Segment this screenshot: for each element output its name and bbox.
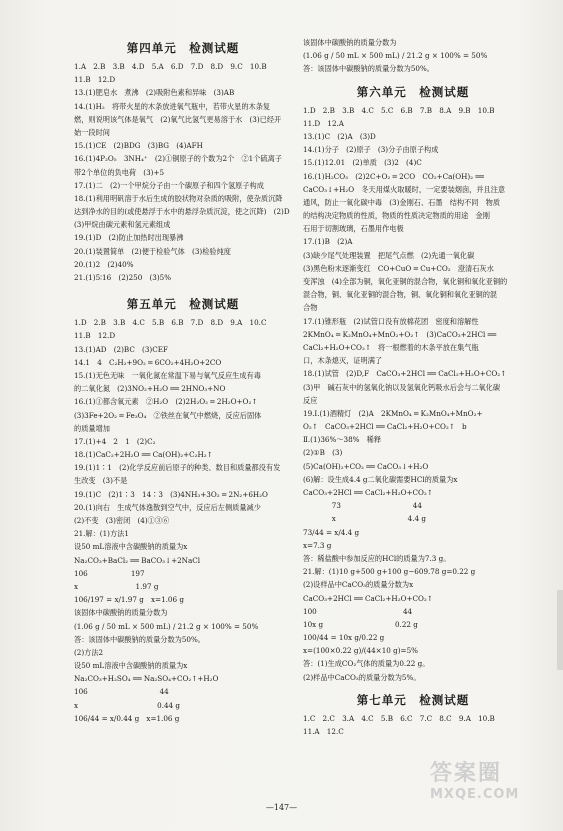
answer-line: 2KMnO₄ ═ K₂MnO₄+MnO₂+O₂↑ (3)CaCO₃+2HCl ══ (303, 329, 497, 339)
answer-line: 11.B 12.D (74, 75, 116, 85)
answer-line: 17.(1)B (2)A (303, 237, 353, 247)
answer-line: 16.(1)①都含氧元素 ②H₂O (2)2H₂O₂ ═ 2H₂O+O₂↑ (74, 397, 258, 407)
answer-line: 带2个单位的负电荷 (3)+5 (74, 167, 165, 177)
answer-line: 13.(1)肥皂水 煮沸 (2)吸附色素和异味 (3)AB (74, 88, 235, 98)
page-number: —147— (265, 803, 298, 812)
answer-line: 73/44 = x/4.4 g (303, 527, 360, 537)
answer-line: 1.A 2.B 3.B 4.D 5.A 6.D 7.D 8.D 9.C 10.B (74, 62, 267, 71)
answer-line: 14.(1)H₂ 将带火星的木条放进氧气瓶中，若带火星的木条复 (74, 101, 271, 111)
answer-line: 始一段时间 (74, 127, 110, 137)
answer-line: (2)设样品中CaCO₃的质量分数为x (303, 580, 414, 590)
unit7-heading: 第七单元 检测试题 (356, 692, 470, 707)
answer-line: 答：该固体中碳酸钠的质量分数为50%。 (303, 64, 434, 74)
answer-line: 的结构决定物质的性质，物质的性质决定物质的用途 金刚 (303, 211, 490, 221)
watermark-line1: 答案圈 (430, 761, 503, 786)
unit7-answers (303, 712, 523, 738)
answer-line: x 0.44 g (74, 700, 181, 710)
answer-line: x 4.4 g (303, 514, 426, 524)
answer-line: CaCO₃+2HCl ══ CaCl₂+H₂O+CO₂↑ (303, 488, 433, 497)
answer-line: 16.(1)4P₂O₅ 3NH₄⁺ (2)①铜原子的个数为2个 ②1个硫离子 (74, 154, 282, 164)
answer-line: 达到净水的目的(或使悬浮于水中的悬浮杂质沉淀，使之沉降) (2)D (74, 207, 290, 217)
answer-line: 13.(1)AD (2)BC (3)CEF (74, 344, 168, 354)
answer-line: 100/44 = 10x g/0.22 g (303, 633, 385, 643)
answer-line: 15.(1)CE (2)BDG (3)BG (4)AFH (74, 141, 203, 151)
page-edge-shadow (557, 590, 563, 670)
answer-line: 106 197 (74, 568, 145, 578)
watermark-logo (430, 756, 550, 814)
answer-line: 19.(1)C (2)1∶3 14∶3 (3)4NH₃+3O₂ ═ 2N₂+6H₂O (74, 489, 268, 499)
answer-line: 21.解：(1)方法1 (74, 529, 129, 539)
answer-line: CaCl₂+H₂O+CO₂↑ 将一根燃着的木条平放在集气瓶 (303, 342, 479, 352)
answer-line: 19.(1)1∶1 (2)化学反应前后原子的种类、数目和质量都没有发 (74, 463, 281, 473)
answer-line: Ⅱ.(1)36%～38% 稀释 (303, 435, 382, 445)
answer-line: x=7.3 g (303, 540, 332, 550)
answer-line: 19.(1)D (2)防止加热时出现暴沸 (74, 233, 184, 243)
answer-line: 13.(1)C (2)A (3)D (303, 131, 376, 141)
answer-line: 20.(1)装置简单 (2)便于检验气体 (3)检验纯度 (74, 246, 231, 256)
answer-line: 10x g 0.22 g (303, 619, 418, 629)
answer-line: 设50 mL溶液中含碳酸钠的质量为x (74, 542, 188, 552)
answer-line: 19.Ⅰ.(1)酒精灯 (2)A 2KMnO₄ ═ K₂MnO₄+MnO₂+ (303, 408, 483, 418)
answer-line: 14.(1)分子 (2)原子 (3)分子由原子构成 (303, 145, 439, 155)
answer-line: 的质量增加 (74, 423, 110, 433)
answer-line: 106/197 = x/1.97 g x=1.06 g (74, 595, 184, 605)
answer-line: (3)甲 碱石灰中的氢氧化钠以及氢氧化钙吸水后会与二氧化碳 (303, 382, 501, 392)
answer-line: (2)方法2 (74, 647, 104, 657)
answer-line: x 1.97 g (74, 581, 159, 591)
answer-line: 变浑浊 (4)全部为铜，氧化亚铜的混合物，氧化铜和氧化亚铜的 (303, 277, 508, 286)
answer-line: 21.解：(1)10 g+500 g+100 g−609.78 g=0.22 g (303, 567, 476, 577)
answer-line: 106 44 (74, 687, 169, 697)
answer-line: 15.(1)12.01 (2)单质 (3)2 (4)C (303, 158, 422, 168)
answer-line: 通风，防止一氧化碳中毒 (3)金刚石、石墨 结构不同 物质 (303, 197, 501, 207)
answer-line: CaCO₃+2HCl ══ CaCl₂+H₂O+CO₂↑ (303, 593, 433, 603)
answer-line: (1.06 g / 50 mL × 500 mL) / 21.2 g × 100% = 50% (74, 621, 259, 631)
answer-line: 106/44 = x/0.44 g x=1.06 g (74, 713, 180, 723)
answer-line: x=(100×0.22 g)/(44×10 g)=5% (303, 646, 418, 656)
answer-line: 生改变 (3)不是 (74, 476, 128, 486)
answer-line: 设50 mL溶液中含碳酸钠的质量为x (74, 661, 188, 671)
answer-line: 11.B 12.D (74, 331, 116, 341)
answer-line: 1.D 2.B 3.B 4.C 5.C 6.B 7.B 8.A 9.B 10.B (303, 105, 495, 115)
answer-line: Na₂CO₃+H₂SO₄ ══ Na₂SO₄+CO₂↑+H₂O (74, 674, 219, 684)
answer-line: (3)黑色粉末逐渐变红 CO+CuO ═ Cu+CO₂ 澄清石灰水 (303, 263, 494, 273)
answer-line: 21.(1)5∶16 (2)250 (3)5% (74, 273, 172, 282)
answer-line: 混合物，铜、氧化亚铜的混合物，铜、氧化铜和氧化亚铜的混 (303, 290, 498, 300)
answer-line: 答：稀盐酸中参加反应的HCl的质量为7.3 g。 (303, 553, 451, 563)
answer-line: 该固体中碳酸钠的质量分数为 (303, 38, 397, 47)
answer-line: (5)Ca(OH)₂+CO₂ ══ CaCO₃↓+H₂O (303, 461, 429, 471)
answer-line: CaCO₃↓+H₂O 冬天用煤火取暖时，一定要装烟囱，并且注意 (303, 184, 506, 194)
answer-line: (1.06 g / 50 mL × 500 mL) / 21.2 g × 100% = 50% (303, 51, 488, 61)
unit5-answers (74, 316, 292, 725)
right-column (303, 36, 523, 738)
answer-line: (3)缺少尾气处理装置 把尾气点燃 (2)先通一氧化碳 (303, 250, 475, 260)
answer-line: 11.D 12.A (303, 118, 345, 128)
answer-line: Na₂CO₃+BaCl₂ ══ BaCO₃↓+2NaCl (74, 555, 201, 565)
answer-line: 的二氧化氮 (2)3NO₂+H₂O ══ 2HNO₃+NO (74, 384, 226, 394)
answer-line: 该固体中碳酸钠的质量分数为 (74, 608, 168, 618)
answer-line: 17.(1)锥形瓶 (2)试管口没有放棉花团 密度和溶解性 (303, 316, 479, 326)
unit4-answers (74, 60, 292, 284)
unit4-heading: 第四单元 检测试题 (126, 41, 240, 55)
answer-line: 合物 (303, 303, 318, 313)
answer-line: 17.(1)二 (2)一个甲烷分子由一个碳原子和四个氢原子构成 (74, 180, 264, 190)
answer-line: (6)解：设生成4.4 g二氧化碳需要HCl的质量为x (303, 474, 458, 484)
answer-line: (2)不变 (3)密闭 (4)①③⑥ (74, 516, 170, 525)
answer-line: 20.(1)2 (2)40% (74, 259, 134, 269)
answer-line: 73 44 (303, 501, 422, 511)
answer-line: 18.(1)利用明矾溶于水后生成的胶状物对杂质的吸附，使杂质沉降 (74, 193, 283, 203)
answer-line: 答：(1)生成CO₂气体的质量为0.22 g。 (303, 659, 430, 669)
answer-line: O₂↑ CaCO₃+2HCl ══ CaCl₂+H₂O+CO₂↑ b (303, 422, 467, 432)
answer-line: 11.A 12.C (303, 727, 344, 736)
unit5-heading: 第五单元 检测试题 (126, 297, 240, 312)
answer-line: 16.(1)H₂CO₃ (2)2C+O₂ ═ 2CO CO₂+Ca(OH)₂ ══ (303, 171, 484, 181)
answer-line: 18.(1)试管 (2)D,F CaCO₃+2HCl ══ CaCl₂+H₂O+CO₂↑ (303, 369, 507, 379)
answer-line: 1.C 2.C 3.A 4.C 5.B 6.C 7.C 8.C 9.A 10.B (303, 713, 495, 723)
answer-line: 燃，则说明该气体是氧气 (2)氧气比氢气更易溶于水 (3)已经开 (74, 114, 282, 124)
answer-line: 15.(1)无色无味 一氧化氮在常温下易与氧气反应生成有毒 (74, 370, 261, 380)
answer-line: 口，木条熄灭，证明满了 (303, 356, 383, 366)
left-column (74, 36, 292, 725)
unit6-heading: 第六单元 检测试题 (356, 84, 470, 99)
answer-line: 17.(1)+4 2 1 (2)C₂ (74, 436, 156, 446)
unit5-continued (303, 36, 523, 76)
answer-line: 石用于切割玻璃，石墨用作电极 (303, 224, 404, 234)
answer-line: 1.D 2.B 3.B 4.C 5.B 6.B 7.D 8.D 9.A 10.C (74, 318, 267, 328)
answer-line: (3)3Fe+2O₂ ═ Fe₃O₄ ②铁丝在氧气中燃烧，反应后固体 (74, 410, 262, 420)
answer-line: 100 44 (303, 606, 413, 616)
answer-line: (3)甲烷由碳元素和氢元素组成 (74, 220, 171, 230)
answer-line: 反应 (303, 395, 318, 405)
answer-line: 14.1 4 C₂H₂+9O₂ ═ 6CO₂+4H₂O+2CO (74, 357, 222, 367)
unit6-answers (303, 104, 523, 684)
answer-line: (2)样品中CaCO₃的质量分数为5%。 (303, 672, 421, 682)
answer-line: 20.(1)向右 生成气体逸散到空气中，反应后左侧质量减少 (74, 502, 261, 512)
answer-line: 18.(1)CaC₂+2H₂O ══ Ca(OH)₂+C₂H₂↑ (74, 450, 213, 460)
answer-line: 答：该固体中碳酸钠的质量分数为50%。 (74, 634, 205, 644)
answer-line: (2)①B (3) (303, 448, 343, 458)
watermark-line2: MXQE.COM (430, 787, 520, 802)
